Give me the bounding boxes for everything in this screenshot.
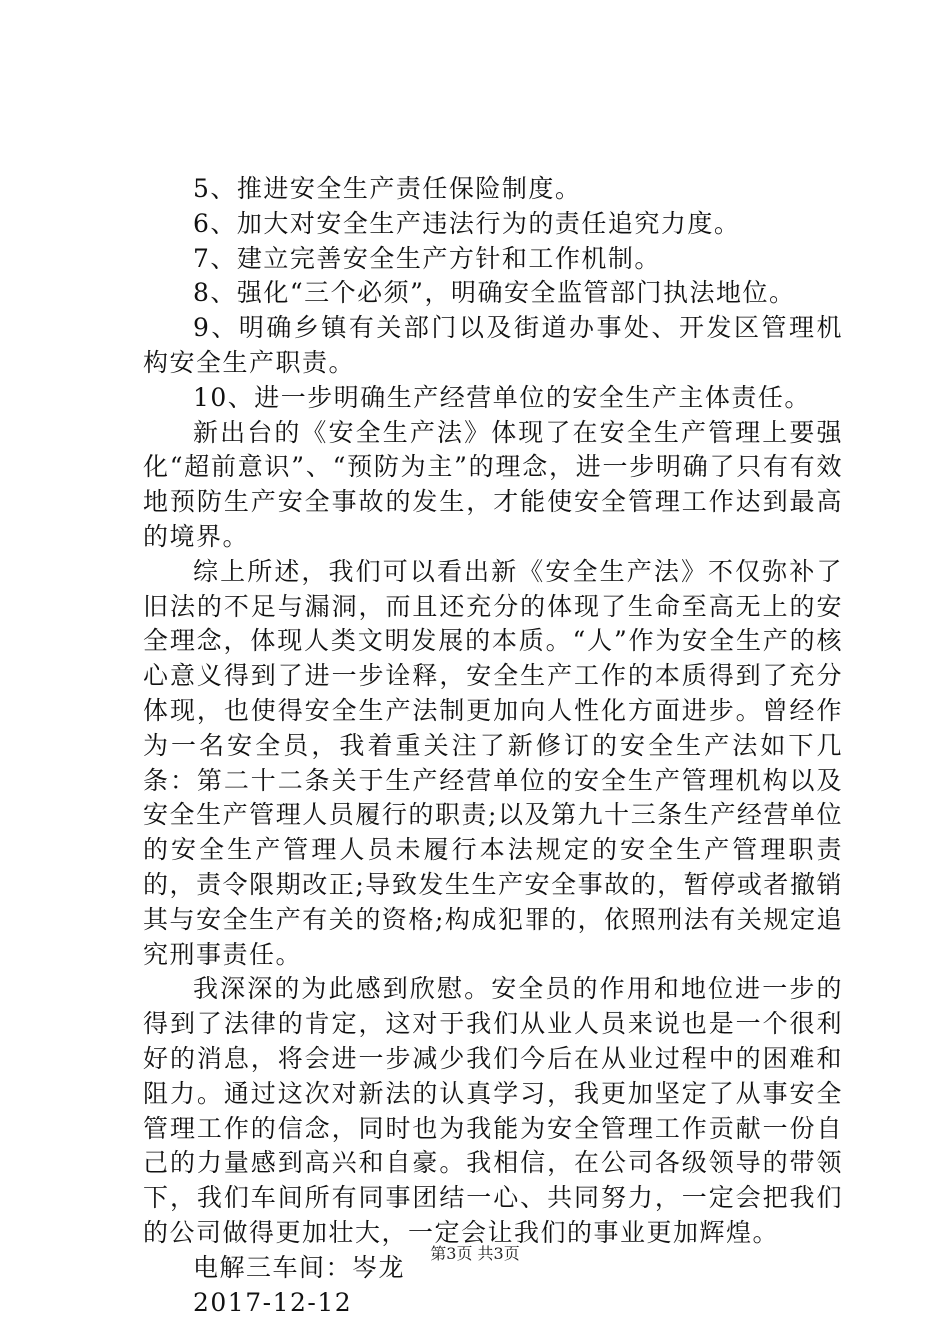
page-number: 第3页 共3页 — [430, 1244, 520, 1263]
paragraph-new-law: 新出台的《安全生产法》体现了在安全生产管理上要强化“超前意识”、“预防为主”的理念，进一步明确了只有有效地预防生产安全事故的发生，才能使安全管理工作达到最高的境界。 — [143, 417, 843, 551]
list-item-8: 8、强化“三个必须”，明确安全监管部门执法地位。 — [193, 278, 796, 308]
signature: 电解三车间：岑龙 — [193, 1252, 406, 1282]
list-item-7: 7、建立完善安全生产方针和工作机制。 — [193, 243, 661, 273]
document-body — [143, 172, 843, 1320]
date: 2017-12-12 — [193, 1287, 353, 1317]
list-item-9: 9、明确乡镇有关部门以及街道办事处、开发区管理机构安全生产职责。 — [143, 313, 843, 377]
list-item-10: 10、进一步明确生产经营单位的安全生产主体责任。 — [193, 382, 811, 412]
list-item-6: 6、加大对安全生产违法行为的责任追究力度。 — [193, 208, 741, 238]
paragraph-reflection: 我深深的为此感到欣慰。安全员的作用和地位进一步的得到了法律的肯定，这对于我们从业人员来说也是一个很利好的消息，将会进一步减少我们今后在从业过程中的困难和阻力。通过这次对新法的认真学习，我更加坚定了从事安全管理工作的信念，同时也为我能为安全管理工作贡献一份自己的力量感到高兴和自豪。我相信，在公司各级领导的带领下，我们车间所有同事团结一心、共同努力，一定会把我们的公司做得更加壮大，一定会让我们的事业更加辉煌。 — [143, 974, 843, 1247]
paragraph-summary: 综上所述，我们可以看出新《安全生产法》不仅弥补了旧法的不足与漏洞，而且还充分的体现了生命至高无上的安全理念，体现人类文明发展的本质。“人”作为安全生产的核心意义得到了进一步诠释，安全生产工作的本质得到了充分体现，也使得安全生产法制更加向人性化方面进步。曾经作为一名安全员，我着重关注了新修订的安全生产法如下几条：第二十二条关于生产经营单位的安全生产管理机构以及安全生产管理人员履行的职责;以及第九十三条生产经营单位的安全生产管理人员未履行本法规定的安全生产管理职责的，责令限期改正;导致发生生产安全事故的，暂停或者撤销其与安全生产有关的资格;构成犯罪的，依照刑法有关规定追究刑事责任。 — [143, 556, 843, 969]
list-item-5: 5、推进安全生产责任保险制度。 — [193, 174, 582, 203]
